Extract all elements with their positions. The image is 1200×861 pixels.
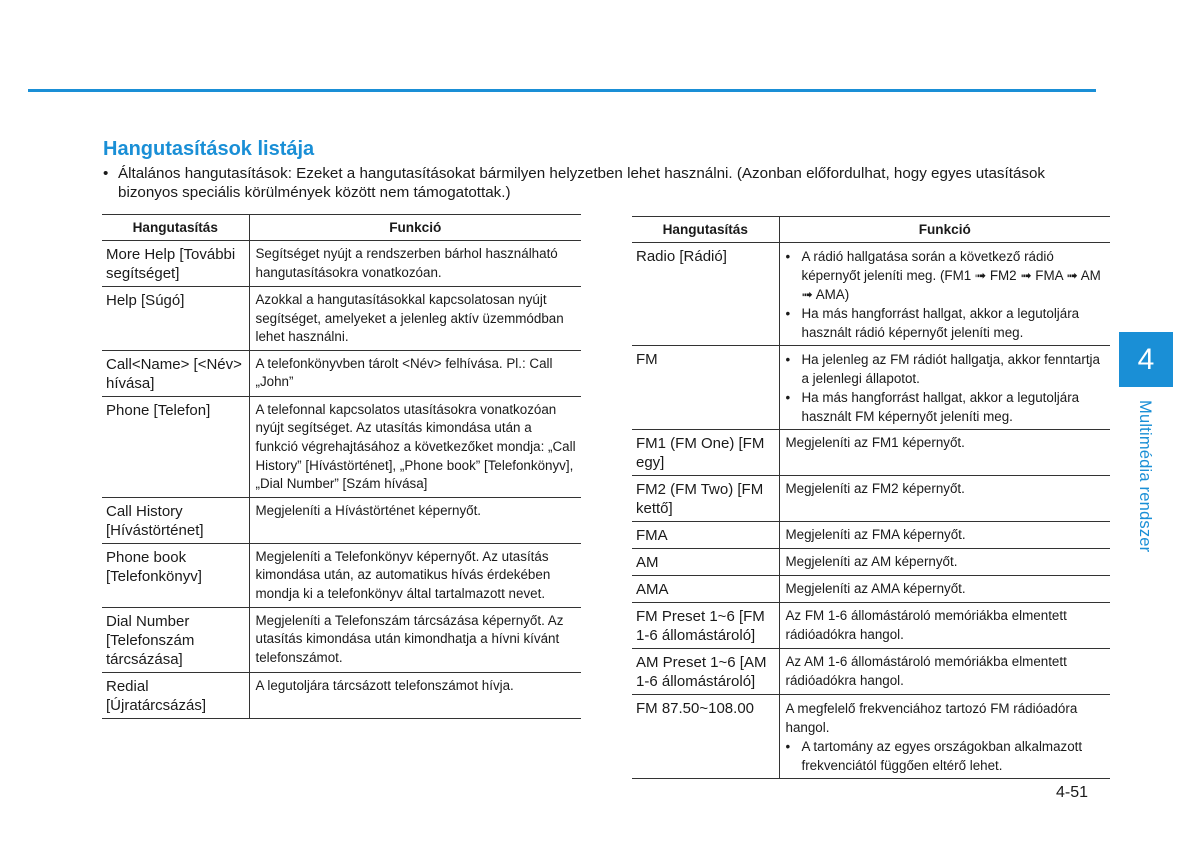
command-cell: Call History [Hívástörténet]: [102, 497, 249, 543]
intro-bullet: •: [103, 165, 109, 182]
function-cell: Megjeleníti az FMA képernyőt.: [779, 522, 1110, 549]
function-cell: A telefonnal kapcsolatos utasításokra vonatkozóan nyújt segítséget. Az utasítás kimondása után a funkció végrehajtásához a következőket mondja: „Call History” [Hívástörténet], „Phone book” [Telefonkönyv], „Dial Number” [Szám hívása]: [249, 396, 581, 497]
table-row: [102, 543, 581, 607]
function-cell: [779, 243, 1110, 346]
function-cell: [779, 695, 1110, 779]
table-row: [632, 346, 1110, 430]
bullet-text: Ha más hangforrást hallgat, akkor a legutoljára használt FM képernyőt jeleníti meg.: [801, 390, 1080, 424]
table-row: [102, 497, 581, 543]
table-row: [632, 522, 1110, 549]
bullet-dot: •: [785, 352, 791, 367]
table-row: [632, 576, 1110, 603]
table-header-row: [632, 217, 1110, 243]
bullet-dot: •: [785, 306, 791, 321]
chapter-label-text: Multimédia rendszer: [1136, 400, 1154, 553]
function-cell: Megjeleníti a Telefonszám tárcsázása képernyőt. Az utasítás kimondása után kimondhatja a hívni kívánt telefonszámot.: [249, 607, 581, 672]
command-cell: Dial Number [Telefonszám tárcsázása]: [102, 607, 249, 672]
top-rule: [28, 89, 1096, 92]
command-cell: FM 87.50~108.00: [632, 695, 779, 779]
function-cell: A telefonkönyvben tárolt <Név> felhívása. Pl.: Call „John”: [249, 350, 581, 396]
function-cell: Azokkal a hangutasításokkal kapcsolatosan nyújt segítséget, amelyeket a jelenleg aktív üzemmódban lehet használni.: [249, 287, 581, 351]
bullet-text: Ha jelenleg az FM rádiót hallgatja, akkor fenntartja a jelenlegi állapotot.: [801, 352, 1100, 386]
function-cell: Megjeleníti a Telefonkönyv képernyőt. Az utasítás kimondása után, az automatikus hívás érdekében mondja ki a telefonkönyv által tartalmazott nevet.: [249, 543, 581, 607]
chapter-number: 4: [1137, 342, 1155, 376]
bullet-dot: •: [785, 390, 791, 405]
voice-command-table-right: [632, 216, 1110, 779]
table-row: [632, 695, 1110, 779]
table-header-row: [102, 215, 581, 241]
command-cell: FM: [632, 346, 779, 430]
table-row: [632, 549, 1110, 576]
voice-command-table-left: [102, 214, 581, 719]
column-header-command: Hangutasítás: [632, 217, 779, 243]
bullet-item: [786, 304, 1107, 342]
function-cell: A legutoljára tárcsázott telefonszámot hívja.: [249, 672, 581, 718]
chapter-label: [1130, 400, 1154, 570]
function-cell: Megjeleníti az FM2 képernyőt.: [779, 476, 1110, 522]
column-header-command: Hangutasítás: [102, 215, 249, 241]
function-cell: Az FM 1-6 állomástároló memóriákba elmentett rádióadókra hangol.: [779, 603, 1110, 649]
table-row: [102, 287, 581, 351]
command-cell: AM Preset 1~6 [AM 1-6 állomástároló]: [632, 649, 779, 695]
column-header-function: Funkció: [779, 217, 1110, 243]
command-cell: FM Preset 1~6 [FM 1-6 állomástároló]: [632, 603, 779, 649]
function-cell: Megjeleníti az AMA képernyőt.: [779, 576, 1110, 603]
table-row: [632, 243, 1110, 346]
bullet-dot: •: [785, 739, 791, 754]
command-cell: AMA: [632, 576, 779, 603]
command-cell: More Help [További segítséget]: [102, 241, 249, 287]
command-cell: Call<Name> [<Név> hívása]: [102, 350, 249, 396]
bullet-item: [786, 388, 1107, 426]
column-header-function: Funkció: [249, 215, 581, 241]
bullet-dot: •: [785, 249, 791, 264]
function-text: A megfelelő frekvenciához tartozó FM rádióadóra hangol.: [785, 701, 1078, 735]
command-cell: FM2 (FM Two) [FM kettő]: [632, 476, 779, 522]
function-cell: Megjeleníti az FM1 képernyőt.: [779, 430, 1110, 476]
function-cell: Az AM 1-6 állomástároló memóriákba elmentett rádióadókra hangol.: [779, 649, 1110, 695]
command-cell: AM: [632, 549, 779, 576]
table-row: [632, 430, 1110, 476]
intro-paragraph: [103, 164, 1103, 202]
command-cell: FMA: [632, 522, 779, 549]
bullet-text: Ha más hangforrást hallgat, akkor a legutoljára használt rádió képernyőt jeleníti meg.: [801, 306, 1080, 340]
bullet-text: A rádió hallgatása során a következő rádió képernyőt jeleníti meg. (FM1 ➟ FM2 ➟ FMA ➟ AM ➟ AMA): [801, 249, 1101, 302]
function-cell: Megjeleníti az AM képernyőt.: [779, 549, 1110, 576]
table-row: [102, 241, 581, 287]
function-cell: [779, 346, 1110, 430]
table-row: [632, 649, 1110, 695]
function-cell: Megjeleníti a Hívástörténet képernyőt.: [249, 497, 581, 543]
function-cell: Segítséget nyújt a rendszerben bárhol használható hangutasításokra vonatkozóan.: [249, 241, 581, 287]
command-cell: Phone book [Telefonkönyv]: [102, 543, 249, 607]
bullet-item: [786, 737, 1107, 775]
page-number: 4-51: [1056, 784, 1089, 801]
table-row: [632, 476, 1110, 522]
table-row: [102, 350, 581, 396]
section-title: Hangutasítások listája: [103, 138, 315, 160]
command-cell: Redial [Újratárcsázás]: [102, 672, 249, 718]
bullet-text: A tartomány az egyes országokban alkalmazott frekvenciától függően eltérő lehet.: [801, 739, 1083, 773]
table-row: [632, 603, 1110, 649]
chapter-tab: [1119, 332, 1173, 387]
table-row: [102, 396, 581, 497]
command-cell: FM1 (FM One) [FM egy]: [632, 430, 779, 476]
command-cell: Help [Súgó]: [102, 287, 249, 351]
command-cell: Phone [Telefon]: [102, 396, 249, 497]
intro-text: Általános hangutasítások: Ezeket a hangutasításokat bármilyen helyzetben lehet használni. (Azonban előfordulhat, hogy egyes utasítások bizonyos speciális körülmények között nem támogatottak.): [118, 165, 1046, 201]
bullet-item: [786, 350, 1107, 388]
table-row: [102, 607, 581, 672]
table-row: [102, 672, 581, 718]
command-cell: Radio [Rádió]: [632, 243, 779, 346]
bullet-item: [786, 247, 1107, 304]
